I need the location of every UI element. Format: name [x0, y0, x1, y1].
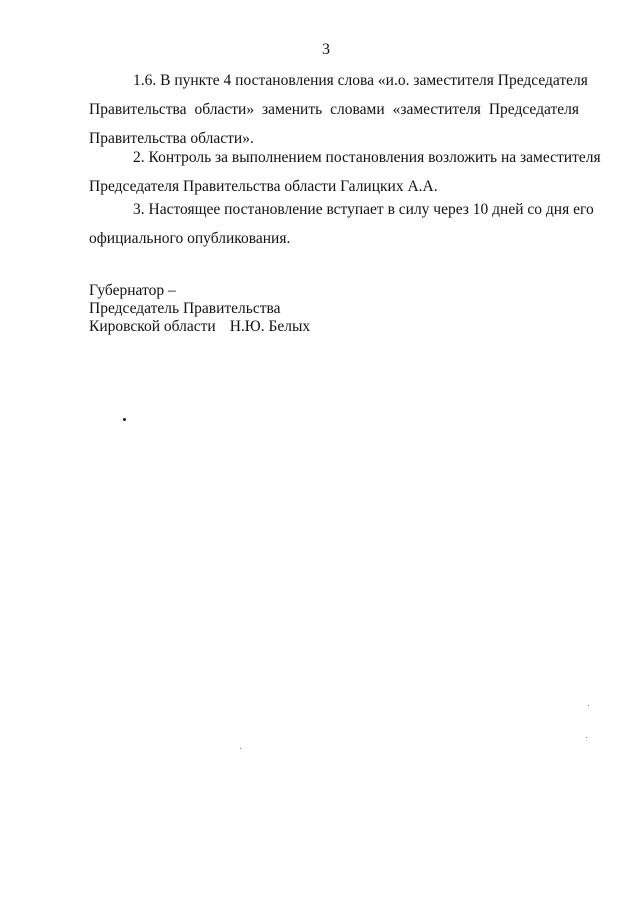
scan-speck [123, 418, 126, 421]
paragraph-line: 3. Настоящее постановление вступает в силу через 10 дней со дня его [133, 201, 594, 218]
paragraph-line: 2. Контроль за выполнением постановления возложить на заместителя [133, 149, 601, 166]
paragraph-line: 1.6. В пункте 4 постановления слова «и.о. заместителя Председателя [133, 72, 588, 89]
signature-block [89, 282, 310, 336]
page-number: 3 [322, 41, 330, 58]
scan-speck [588, 705, 589, 706]
paragraph-3 [89, 195, 594, 253]
paragraph-line: официального опубликования. [89, 230, 291, 247]
scan-speck [586, 737, 587, 738]
paragraph-line: Правительства области». [89, 130, 254, 147]
signature-title: Губернатор – [89, 282, 176, 299]
signature-region: Кировской области [89, 318, 216, 335]
paragraph-line: Правительства области» заменить словами «заместителя Председателя [89, 101, 579, 118]
signatory-name: Н.Ю. Белых [229, 318, 311, 335]
paragraph-2 [89, 143, 601, 201]
scan-speck [240, 748, 241, 749]
signature-title: Председатель Правительства [89, 300, 281, 317]
paragraph-line: Председателя Правительства области Галицких А.А. [89, 178, 438, 195]
signature-region-line [89, 318, 310, 336]
paragraph-1-6 [89, 66, 588, 153]
